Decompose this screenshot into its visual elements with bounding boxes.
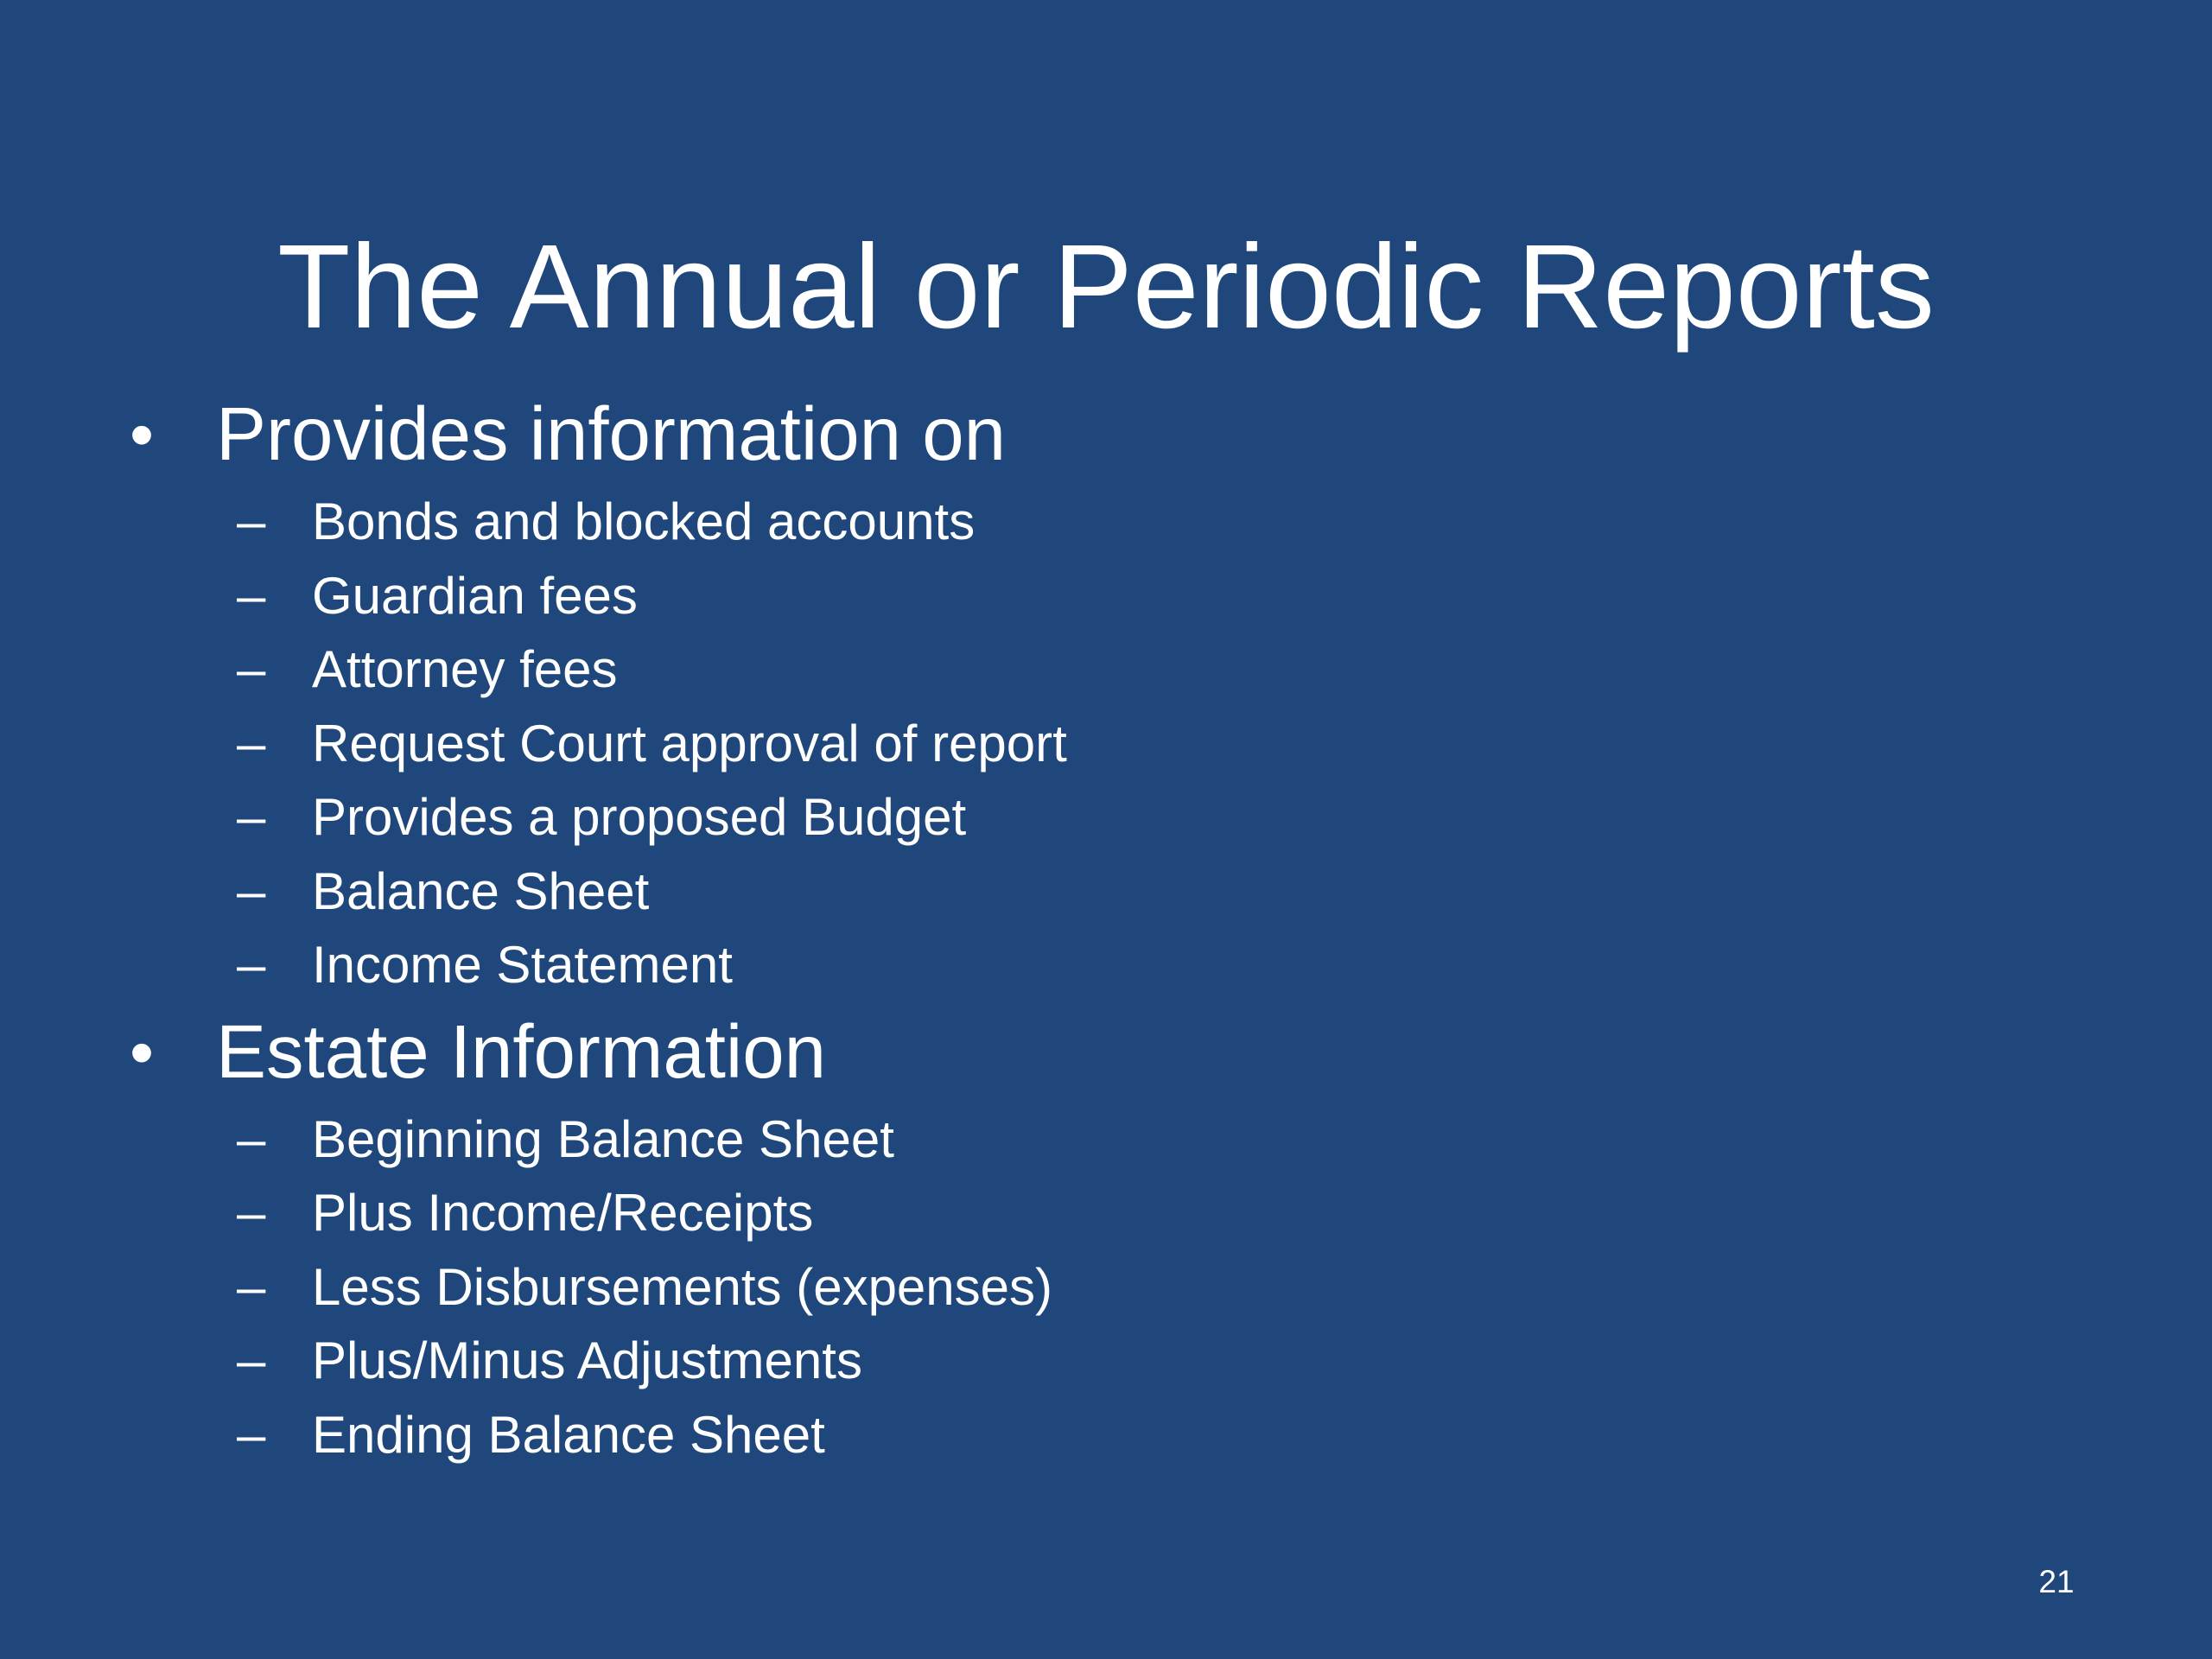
list-item-text: Provides a proposed Budget	[312, 788, 967, 846]
list-item	[237, 1103, 2031, 1177]
slide-content	[130, 385, 2031, 1471]
estate-information-list	[237, 1103, 2031, 1472]
slide-title: The Annual or Periodic Reports	[277, 220, 1935, 354]
dash-icon: –	[237, 936, 266, 994]
list-item	[237, 707, 2031, 781]
bullet-dot-icon: •	[130, 1013, 155, 1090]
list-item-text: Income Statement	[312, 936, 733, 994]
bullet-text: Provides information on	[216, 392, 1006, 476]
list-item-text: Plus Income/Receipts	[312, 1184, 814, 1242]
list-item-text: Less Disbursements (expenses)	[312, 1257, 1053, 1316]
bullet-text: Estate Information	[216, 1009, 827, 1094]
list-item	[237, 928, 2031, 1002]
dash-icon: –	[237, 1184, 266, 1242]
list-item	[237, 1250, 2031, 1325]
list-item-text: Beginning Balance Sheet	[312, 1109, 894, 1168]
list-item-text: Attorney fees	[312, 640, 618, 698]
list-item	[237, 1324, 2031, 1398]
list-item	[237, 485, 2031, 559]
list-item-text: Request Court approval of report	[312, 714, 1067, 772]
list-item-text: Plus/Minus Adjustments	[312, 1332, 862, 1389]
dash-icon: –	[237, 788, 266, 846]
list-item	[237, 1398, 2031, 1472]
list-item-text: Balance Sheet	[312, 861, 650, 920]
list-item	[237, 780, 2031, 855]
dash-icon: –	[237, 1405, 266, 1464]
list-item-text: Guardian fees	[312, 566, 638, 625]
bullet-provides-information	[130, 385, 2031, 485]
dash-icon: –	[237, 640, 266, 698]
provides-information-list	[237, 485, 2031, 1002]
dash-icon: –	[237, 566, 266, 625]
dash-icon: –	[237, 861, 266, 920]
page-number: 21	[2038, 1564, 2075, 1599]
list-item	[237, 1176, 2031, 1250]
list-item	[237, 559, 2031, 633]
bullet-dot-icon: •	[130, 396, 155, 473]
dash-icon: –	[237, 493, 266, 550]
list-item	[237, 855, 2031, 929]
dash-icon: –	[237, 714, 266, 772]
bullet-estate-information	[130, 1002, 2031, 1103]
list-item-text: Ending Balance Sheet	[312, 1405, 825, 1464]
dash-icon: –	[237, 1257, 266, 1316]
dash-icon: –	[237, 1332, 266, 1389]
dash-icon: –	[237, 1109, 266, 1168]
list-item	[237, 632, 2031, 707]
list-item-text: Bonds and blocked accounts	[312, 493, 976, 550]
